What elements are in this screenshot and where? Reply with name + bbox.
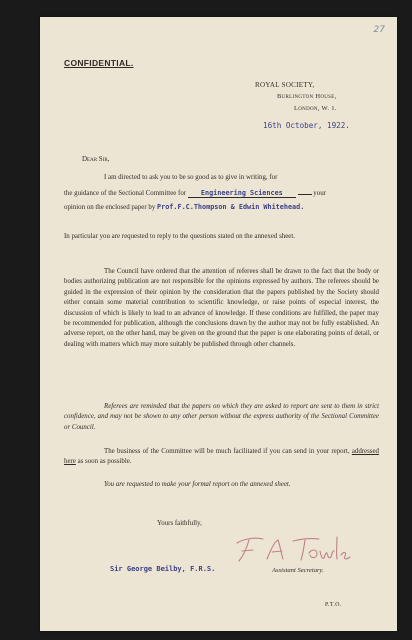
handwritten-signature — [233, 531, 353, 567]
blank-rule — [298, 194, 312, 195]
intro-line-2-end: your — [313, 190, 326, 197]
letter-date: 16th October, 1922. — [263, 121, 350, 130]
intro-line-2-text: the guidance of the Sectional Committee for — [64, 190, 187, 197]
letter-sheet — [40, 17, 397, 631]
addressee-name: Sir George Beilby, F.R.S. — [110, 565, 216, 573]
confidential-heading: CONFIDENTIAL. — [64, 58, 134, 68]
paragraph-referees: Referees are reminded that the papers on which they are asked to report are sent to them in strict confidence, and may not be shown to any other person without the express authority of the Sectional Committee or Council. — [64, 403, 379, 431]
address-house: Burlington House, — [277, 93, 337, 100]
folio-number: 27 — [373, 25, 385, 35]
address-org: ROYAL SOCIETY, — [255, 81, 315, 89]
paragraph-requested: You are requested to make your formal report on the annexed sheet. — [104, 481, 291, 488]
pto-mark: P.T.O. — [325, 602, 342, 608]
closing: Yours faithfully, — [157, 520, 202, 527]
paragraph-council: The Council have ordered that the attention of referees shall be drawn to the fact that the body or bodies authorizing publication are not responsible for the opinions expressed by authors. The referees should be guided in the expression of their opinion by the consideration that the papers published by the Society should either contain some material contribution to scientific knowledge, or raise points of especial interest, the discussion of which is likely to lead to an advance of knowledge. If these conditions are fulfilled, the paper may be recommended for publication, although the conclusions drawn by the author may not be fully established. An adverse report, on the other hand, may be given on the ground that the paper is one elaborating points of detail, or dealing with matters which may more suitably be published through other channels. — [64, 268, 379, 348]
signatory-title: Assistant Secretary. — [272, 567, 324, 574]
intro-line-3-text: opinion on the enclosed paper by — [64, 204, 156, 211]
intro-line-3 — [64, 203, 304, 211]
committee-blank — [188, 189, 296, 198]
intro-line-1: I am directed to ask you to be so good as to give in writing, for — [104, 174, 278, 181]
paper-authors: Prof.F.C.Thompson & Edwin Whitehead. — [157, 203, 305, 211]
business-text-b: as soon as possible. — [77, 458, 132, 466]
business-underlined: addressed here — [64, 448, 379, 466]
intro-line-2 — [64, 189, 326, 198]
business-text-a: The business of the Committee will be much facilitated if you can send in your report, — [104, 448, 350, 455]
address-city: London, W. 1. — [294, 105, 337, 112]
paragraph-particular: In particular you are requested to reply to the questions stated on the annexed sheet. — [64, 233, 295, 240]
paragraph-business — [64, 447, 379, 468]
salutation: Dear Sir, — [82, 155, 110, 163]
committee-name: Engineering Sciences — [200, 189, 283, 197]
